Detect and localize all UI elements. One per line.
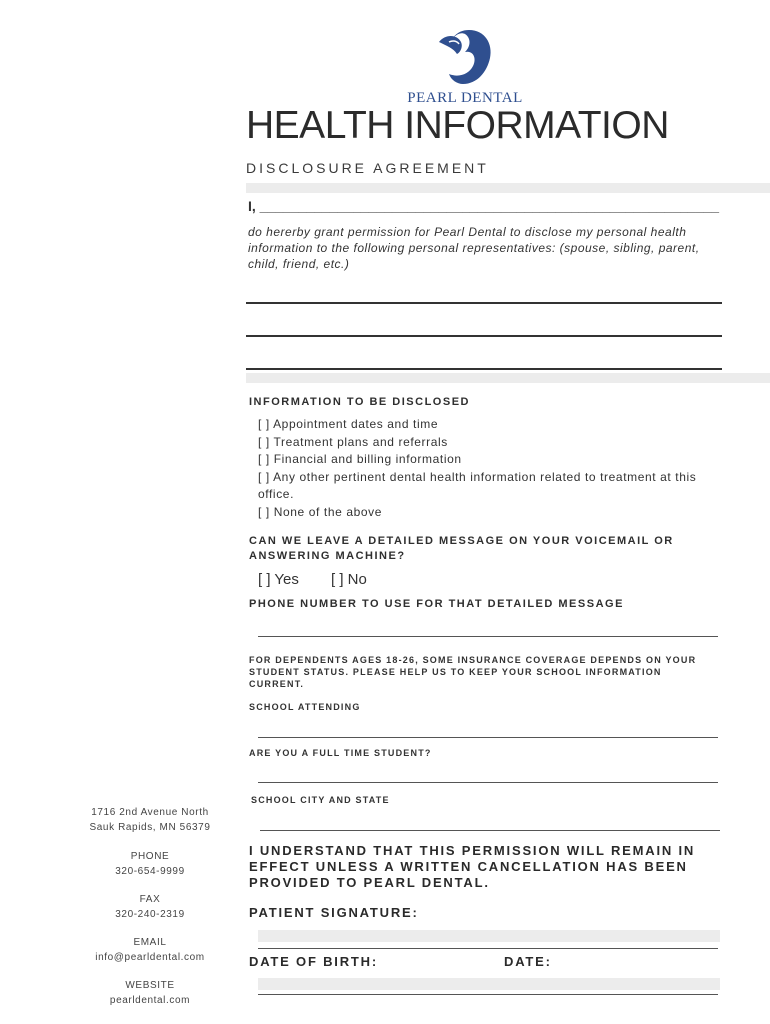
phone-line[interactable] — [258, 636, 718, 637]
representative-line-3[interactable] — [246, 368, 722, 370]
name-line[interactable]: I, ___________________________________________________________ — [248, 198, 720, 214]
school-city-line[interactable] — [260, 830, 720, 831]
address-line-1: 1716 2nd Avenue North — [91, 807, 209, 818]
signature-band — [258, 930, 720, 942]
school-attending-label: SCHOOL ATTENDING — [249, 702, 361, 712]
school-city-label: SCHOOL CITY AND STATE — [251, 795, 390, 805]
option-appointment[interactable]: [ ] Appointment dates and time — [258, 417, 439, 431]
option-none[interactable]: [ ] None of the above — [258, 504, 383, 519]
page-subtitle: DISCLOSURE AGREEMENT — [246, 160, 489, 176]
option-treatment[interactable]: [ ] Treatment plans and referrals — [258, 434, 448, 449]
info-heading: INFORMATION TO BE DISCLOSED — [249, 396, 470, 408]
phone-heading: PHONE NUMBER TO USE FOR THAT DETAILED MESSAGE — [249, 598, 624, 610]
representative-line-2[interactable] — [246, 335, 722, 337]
logo-text: PEARL DENTAL — [407, 90, 523, 106]
phone-label: PHONE — [130, 851, 170, 862]
representative-line-1[interactable] — [246, 302, 722, 304]
website-value[interactable]: pearldental.com — [109, 995, 191, 1006]
website-label: WEBSITE — [125, 980, 175, 991]
divider-band — [246, 183, 770, 193]
contact-sidebar — [80, 805, 220, 1008]
understand-statement: I UNDERSTAND THAT THIS PERMISSION WILL REMAIN IN EFFECT UNLESS A WRITTEN CANCELLATION HAS BEEN PROVIDED TO PEARL DENTAL. — [249, 843, 696, 890]
full-time-line[interactable] — [258, 782, 718, 783]
full-time-label: ARE YOU A FULL TIME STUDENT? — [249, 748, 432, 758]
tooth-logo-icon — [435, 26, 495, 88]
voicemail-yes[interactable]: [ ] Yes — [258, 571, 299, 588]
option-other[interactable]: [ ] Any other pertinent dental health information related to treatment at this office. — [258, 469, 697, 501]
fax-label: FAX — [139, 894, 161, 905]
signature-line[interactable] — [258, 948, 718, 949]
voicemail-question: CAN WE LEAVE A DETAILED MESSAGE ON YOUR VOICEMAIL OR ANSWERING MACHINE? — [249, 535, 674, 562]
date-label: DATE: — [504, 954, 552, 969]
dob-label: DATE OF BIRTH: — [249, 954, 378, 969]
dependents-note: FOR DEPENDENTS AGES 18-26, SOME INSURANCE COVERAGE DEPENDS ON YOUR STUDENT STATUS. PLEASE HELP US TO KEEP YOUR SCHOOL INFORMATION CURRENT. — [249, 655, 697, 689]
school-attending-line[interactable] — [258, 737, 718, 738]
email-label: EMAIL — [133, 937, 167, 948]
signature-label: PATIENT SIGNATURE: — [249, 905, 419, 920]
date-band — [258, 978, 720, 990]
divider-band — [246, 373, 770, 383]
option-financial[interactable]: [ ] Financial and billing information — [258, 452, 462, 466]
email-value[interactable]: info@pearldental.com — [95, 952, 205, 963]
permission-text: do hererby grant permission for Pearl Dental to disclose my personal health information to the following personal representatives: (spouse, sibling, parent, child, friend, etc.) — [248, 225, 700, 271]
pearl-dental-logo — [395, 22, 535, 112]
phone-value[interactable]: 320-654-9999 — [115, 866, 185, 877]
voicemail-no[interactable]: [ ] No — [331, 571, 367, 588]
fax-value: 320-240-2319 — [115, 909, 185, 920]
address-line-2: Sauk Rapids, MN 56379 — [89, 822, 211, 833]
page-title: HEALTH INFORMATION — [246, 104, 669, 147]
dob-line[interactable] — [258, 994, 718, 995]
info-options — [258, 416, 728, 521]
